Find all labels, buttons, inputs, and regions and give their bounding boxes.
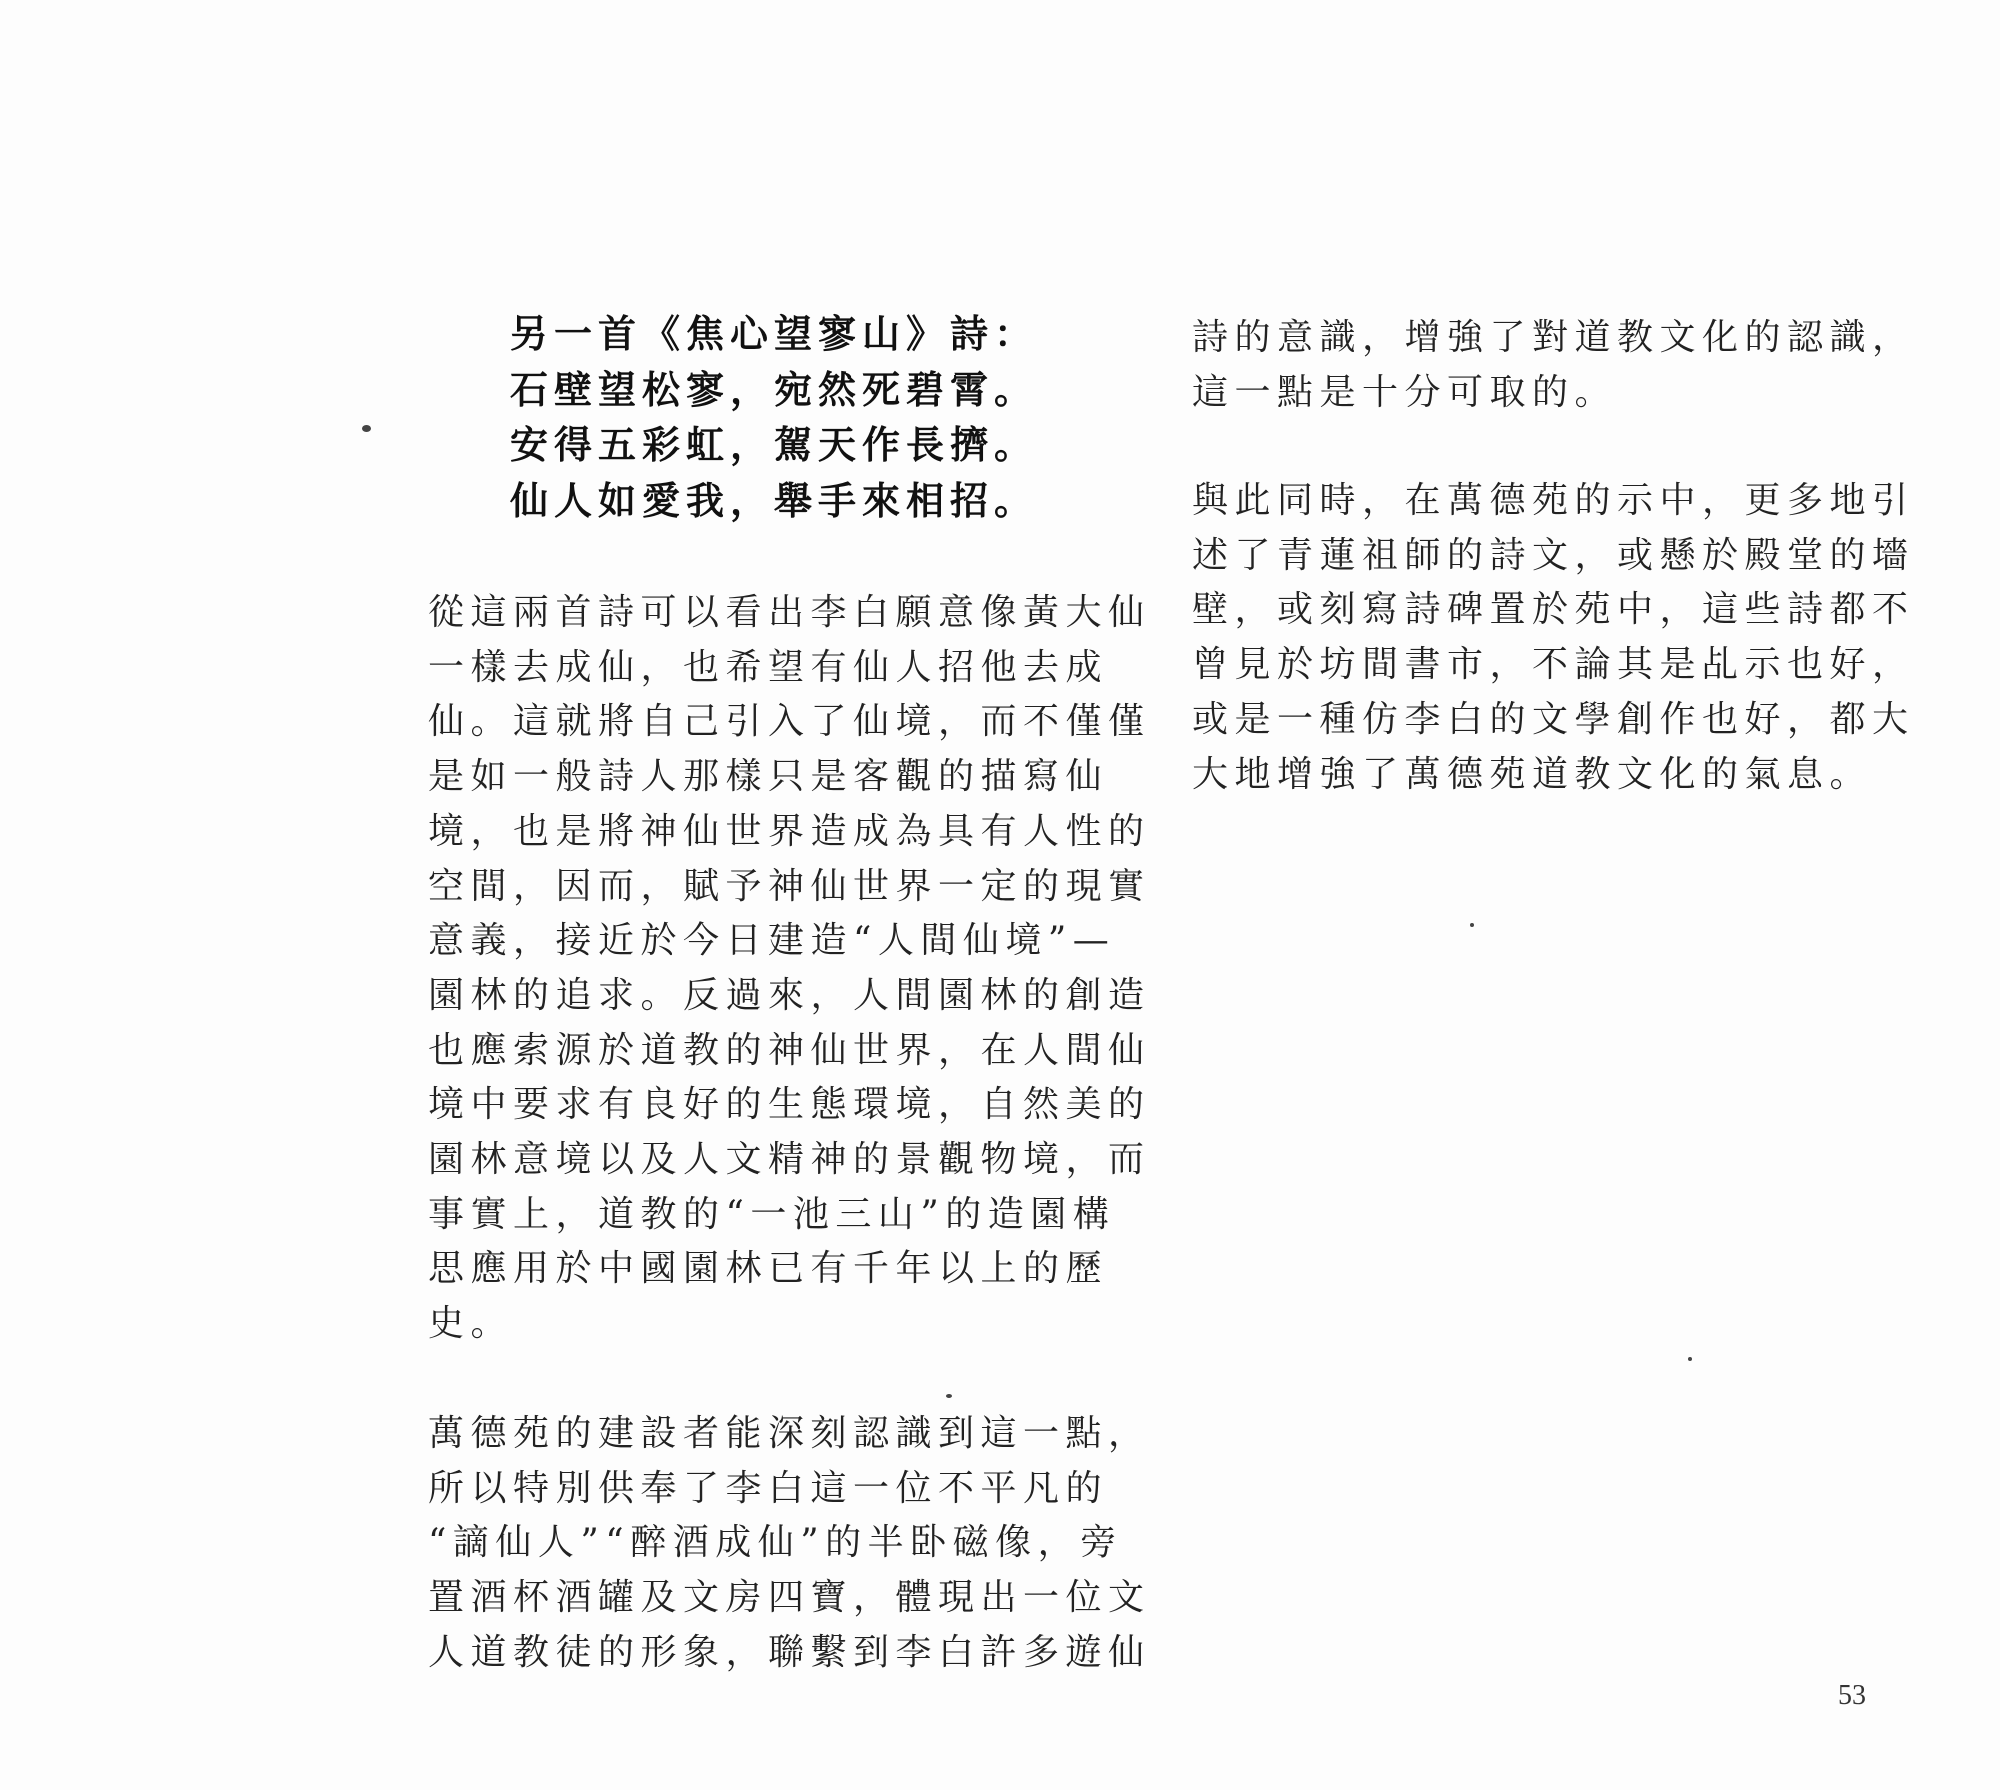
left-paragraph-2 [428, 1407, 1151, 1681]
text-line: 述了青蓮祖師的詩文，或懸於殿堂的墻 [1192, 534, 1915, 576]
right-paragraph-1 [1192, 311, 1915, 420]
text-line: 境，也是將神仙世界造成為具有人性的 [428, 810, 1151, 852]
text-line: “謫仙人”“醉酒成仙”的半卧磁像，旁 [428, 1522, 1123, 1564]
text-line: 意義，接近於今日建造“人間仙境”— [428, 920, 1116, 962]
text-line: 史。 [428, 1303, 514, 1345]
poem-line-3: 仙人如愛我，舉手來相招。 [510, 477, 1039, 523]
text-line: 所以特別供奉了李白這一位不平凡的 [428, 1467, 1109, 1509]
text-line: 園林意境以及人文精神的景觀物境，而 [428, 1139, 1151, 1181]
text-line: 曾見於坊間書市，不論其是乩示也好， [1192, 644, 1915, 686]
text-line: 萬德苑的建設者能深刻認識到這一點， [428, 1413, 1151, 1454]
poem-line-1: 石壁望松寥，宛然死碧霄。 [510, 366, 1039, 412]
ink-speck [1470, 923, 1474, 927]
text-line: 思應用於中國園林已有千年以上的歷 [428, 1248, 1109, 1290]
ink-speck [362, 425, 371, 432]
text-line: 也應索源於道教的神仙世界，在人間仙 [428, 1029, 1151, 1071]
text-line: 人道教徒的形象，聯繫到李白許多遊仙 [428, 1631, 1151, 1673]
text-line: 仙。這就將自己引入了仙境，而不僅僅 [428, 701, 1151, 743]
poem-line-intro: 另一首《焦心望寥山》詩： [510, 311, 1039, 356]
text-line: 大地增強了萬德苑道教文化的氣息。 [1192, 753, 1873, 795]
right-paragraph-2 [1192, 474, 1915, 802]
poem-block [510, 306, 1050, 528]
text-line: 置酒杯酒罐及文房四寶，體現出一位文 [428, 1577, 1151, 1619]
page-number: 53 [1838, 1680, 1866, 1711]
text-line: 園林的追求。反過來，人間園林的創造 [428, 974, 1151, 1016]
poem-line-2: 安得五彩虹，駕天作長擠。 [510, 422, 1039, 467]
text-line: 這一點是十分可取的。 [1192, 371, 1618, 413]
text-line: 或是一種仿李白的文學創作也好，都大 [1192, 698, 1915, 740]
text-line: 事實上，道教的“一池三山”的造園構 [428, 1193, 1116, 1235]
text-line: 壁，或刻寫詩碑置於苑中，這些詩都不 [1192, 589, 1915, 631]
ink-speck [946, 1394, 952, 1398]
text-line: 境中要求有良好的生態環境，自然美的 [428, 1084, 1151, 1126]
text-line: 一樣去成仙，也希望有仙人招他去成 [428, 646, 1109, 688]
text-line: 從這兩首詩可以看出李白願意像黃大仙 [428, 592, 1151, 633]
text-line: 與此同時，在萬德苑的示中，更多地引 [1192, 480, 1915, 521]
text-line: 是如一般詩人那樣只是客觀的描寫仙 [428, 756, 1109, 798]
text-line: 詩的意識，增強了對道教文化的認識， [1192, 317, 1915, 358]
ink-speck [1688, 1357, 1692, 1361]
left-paragraph-1 [428, 586, 1151, 1352]
text-line: 空間，因而，賦予神仙世界一定的現實 [428, 865, 1151, 907]
